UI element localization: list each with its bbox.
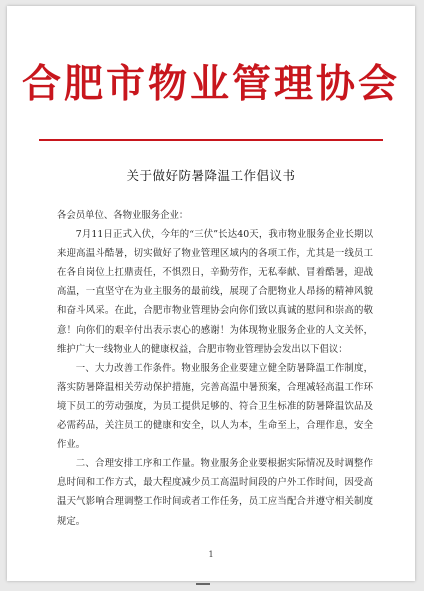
next-page-mark: [196, 583, 210, 585]
paragraph-intro: 7月11日正式入伏，今年的“三伏”长达40天，我市物业服务企业长期以来迎高温斗酷暑，切实做好了物业管理区域内的各项工作，尤其是一线员工在各自岗位上扛鼎责任，不惧烈日，辛勤劳作，无私奉献、冒着酷暑，迎战高温，一直坚守在为业主服务的最前线，展现了合肥物业人昂扬的精神风貌和奋斗风采。在此，合肥市物业管理协会向你们致以真诚的慰问和崇高的敬意！向你们的艰辛付出表示衷心的感谢！为体现物业服务企业的人文关怀，维护广大一线物业人的健康权益，合肥市物业管理协会发出以下倡议：: [57, 229, 373, 355]
salutation: 各会员单位、各物业服务企业：: [57, 210, 189, 221]
paragraph-proposal-1: 一、大力改善工作条件。物业服务企业要建立健全防暑降温工作制度，落实防暑降温相关劳动保护措施，完善高温中暑预案，合理减轻高温工作环境下员工的劳动强度，为员工提供足够的、符合卫生标准的防暑降温饮品及必需药品，关注员工的健康和安全，以人为本，生命至上，合理作息，安全作业。: [57, 362, 373, 451]
document-body: [57, 206, 373, 531]
document-title: 关于做好防暑降温工作倡议书: [126, 168, 296, 183]
letterhead-red-rule: [39, 139, 383, 141]
document-page: [7, 6, 415, 581]
letterhead-org-name: 合肥市物业管理协会: [21, 61, 400, 107]
next-page-edge: [0, 583, 424, 591]
page-number: 1: [208, 550, 214, 559]
paragraph-proposal-2: 二、合理安排工序和工作量。物业服务企业要根据实际情况及时调整作息时间和工作方式，最大程度减少员工高温时间段的户外工作时间，因受高温天气影响合理调整工作时间或者工作任务，员工应当配合并遵守相关制度规定。: [57, 458, 373, 527]
